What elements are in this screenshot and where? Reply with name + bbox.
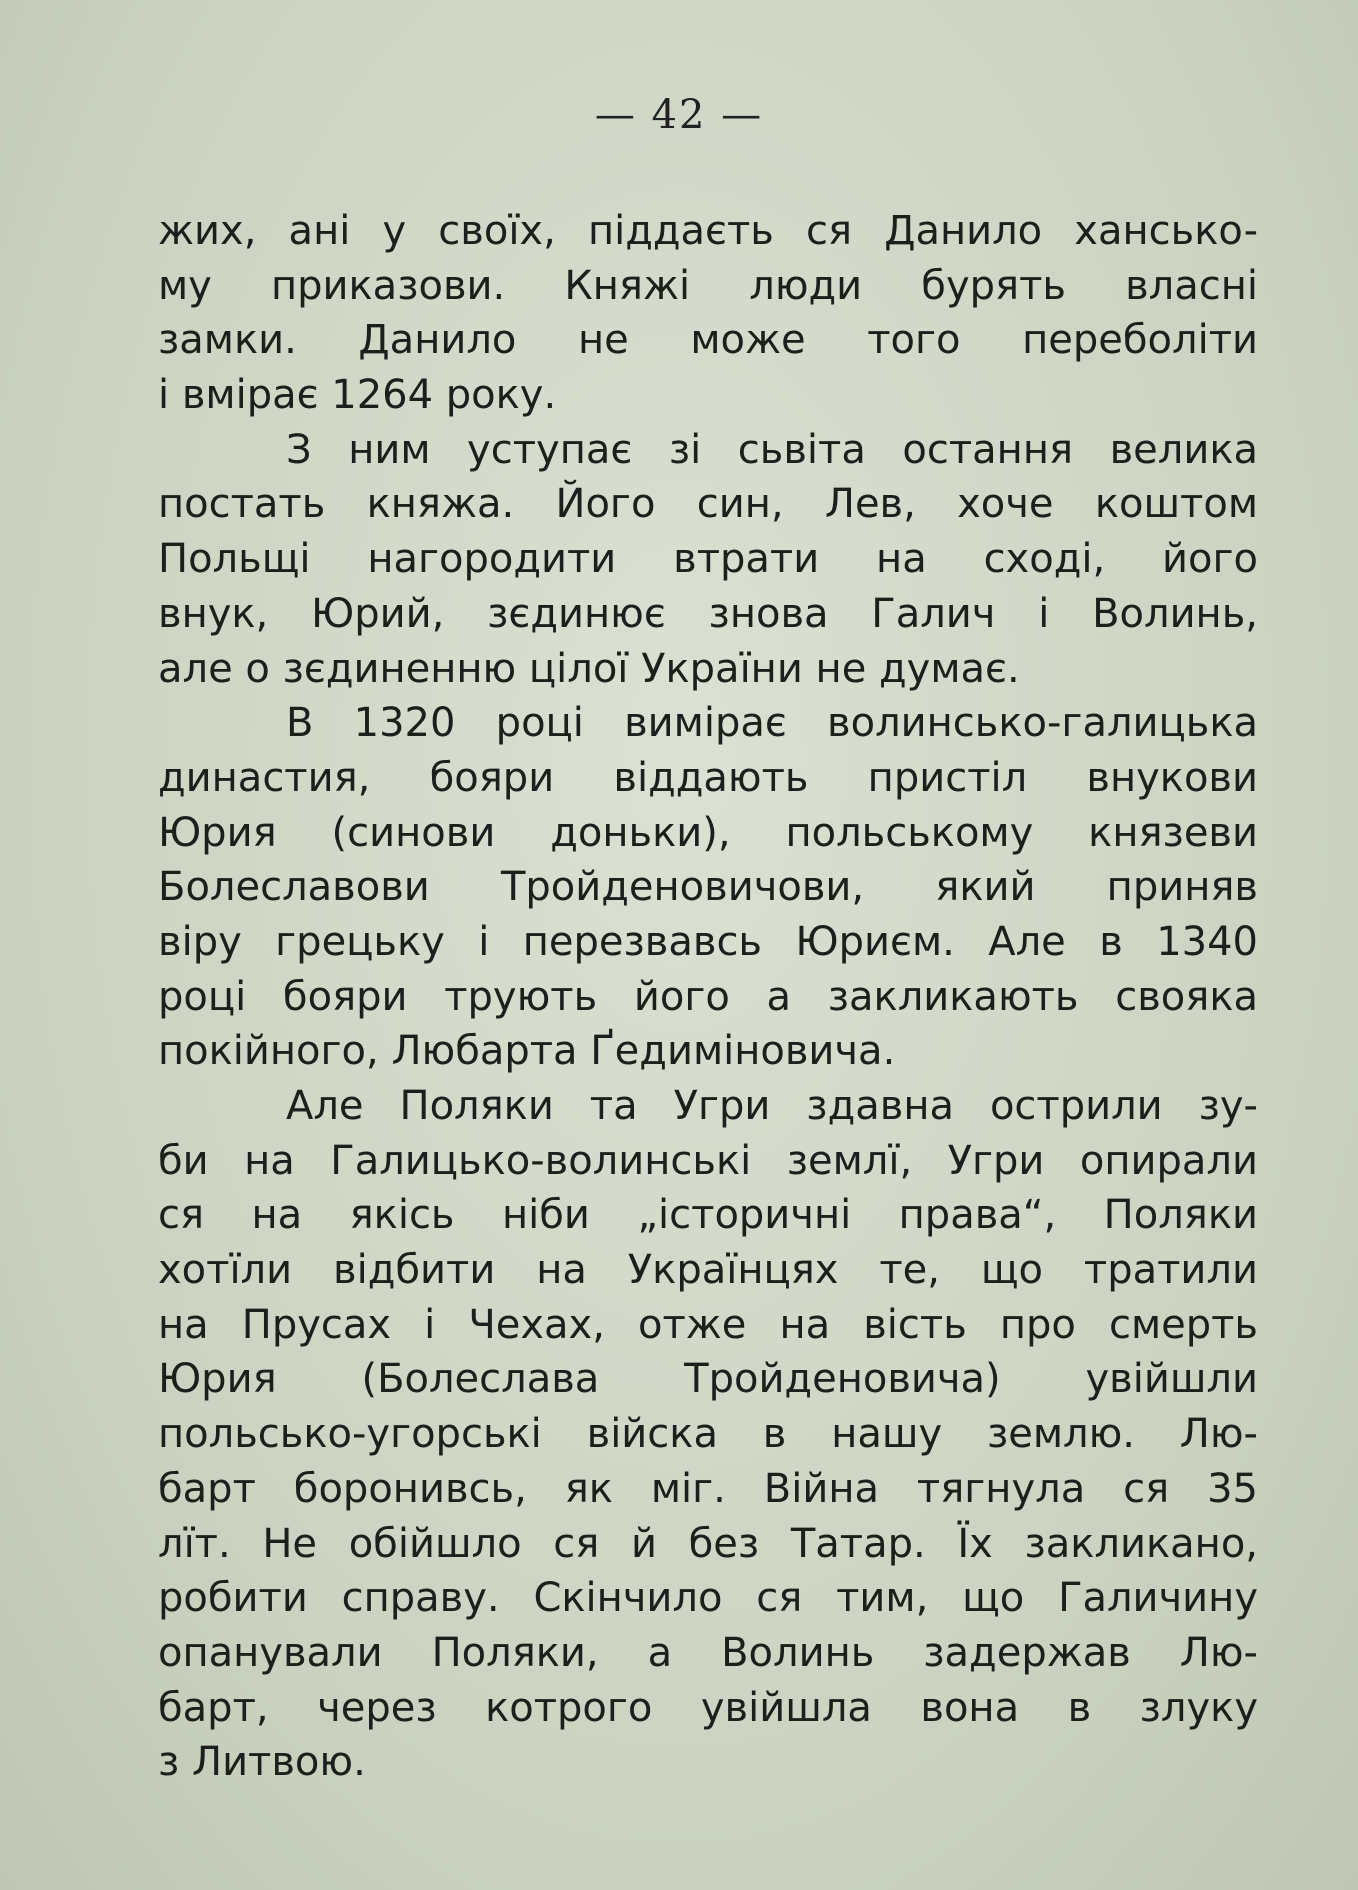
paragraph-start-line: З ним уступає зі сьвіта остання велика bbox=[286, 426, 1258, 473]
paragraph-start-line: Але Поляки та Угри здавна острили зу- bbox=[286, 1083, 1258, 1129]
paragraph-start-line: В 1320 році вимірає волинсько-галицька bbox=[286, 700, 1258, 747]
text-line: Болеславови Тройденовичови, який приняв bbox=[158, 864, 1258, 911]
text-line: на Прусах і Чехах, отже на вість про смерть bbox=[158, 1301, 1258, 1348]
text-line: лїт. Не обійшло ся й без Татар. Їх закликано, bbox=[158, 1520, 1258, 1567]
text-line: му приказови. Княжі люди бурять власні bbox=[158, 262, 1258, 309]
text-line: би на Галицько-волинські землї, Угри опирали bbox=[158, 1137, 1258, 1184]
text-line: польсько-угорські війска в нашу землю. Лю- bbox=[158, 1411, 1258, 1458]
body-text bbox=[158, 204, 1258, 1790]
text-line: постать княжа. Його син, Лев, хоче коштом bbox=[158, 481, 1258, 528]
page-number: — 42 — bbox=[594, 92, 764, 138]
text-line: барт боронивсь, як міг. Війна тягнула ся 35 bbox=[158, 1465, 1258, 1512]
text-line: але о зєдиненню цілої України не думає. bbox=[158, 645, 1020, 692]
text-line: барт, через котрого увійшла вона в злуку bbox=[158, 1684, 1258, 1731]
text-line: покійного, Любарта Ґедиміновича. bbox=[158, 1028, 896, 1075]
text-line: віру грецьку і перезвавсь Юриєм. Але в 1340 bbox=[158, 918, 1258, 965]
text-line: році бояри трують його а закликають свояка bbox=[158, 973, 1258, 1020]
text-line: жих, ані у своїх, піддаєть ся Данило ханськo- bbox=[158, 208, 1258, 254]
text-line: ся на якісь ніби „історичні права“, Поляки bbox=[158, 1192, 1258, 1239]
text-line: робити справу. Скінчило ся тим, що Галичину bbox=[158, 1575, 1258, 1622]
text-line: Юрия (синови доньки), польському князеви bbox=[158, 809, 1258, 856]
text-line: Юрия (Болеслава Тройденовича) увійшли bbox=[158, 1356, 1258, 1403]
text-line: і вмірає 1264 року. bbox=[158, 372, 557, 419]
text-line: внук, Юрий, зєдинює знова Галич і Волинь, bbox=[158, 590, 1258, 637]
text-line: з Литвою. bbox=[158, 1739, 366, 1786]
text-line: замки. Данило не може того переболіти bbox=[158, 317, 1258, 364]
text-line: хотїли відбити на Українцях те, що тратили bbox=[158, 1247, 1258, 1294]
text-line: опанували Поляки, а Волинь задержав Лю- bbox=[158, 1629, 1258, 1676]
text-line: Польщі нагородити втрати на сході, його bbox=[158, 536, 1258, 583]
text-line: династия, бояри віддають пристіл внукови bbox=[158, 754, 1258, 801]
